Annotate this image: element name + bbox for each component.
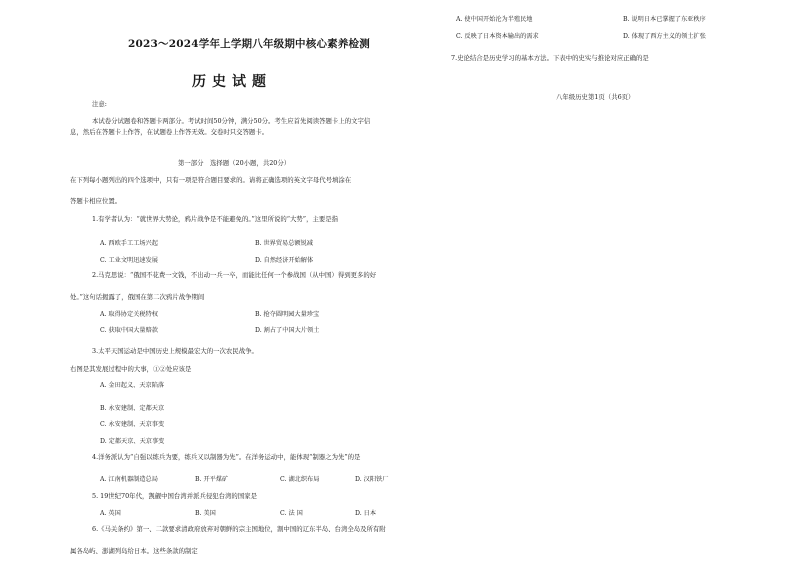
question-3-option-b: B. 永安建制、定都天京 xyxy=(100,405,165,412)
question-1-option-d: D. 自然经济开始解体 xyxy=(255,257,314,264)
notice-label: 注意: xyxy=(92,100,107,108)
question-5-option-d: D. 日本 xyxy=(355,510,377,517)
instruction-line-2: 答题卡相应位置。 xyxy=(70,197,122,205)
right-column xyxy=(448,0,788,565)
question-6-stem-line-1: 6.《马关条约》第一、二款要求清政府放弃对朝鲜的宗主国地位，割中国的辽东半岛、台湾全岛及所有附 xyxy=(92,525,386,533)
question-6-option-a: A. 使中国开始沦为半殖民地 xyxy=(456,16,533,23)
question-3-stem-line-2: 右图是其发展过程中的大事，①②处应该是 xyxy=(70,365,192,373)
question-1-option-c: C. 工业文明迅速发展 xyxy=(100,257,158,264)
question-2-stem-line-2: 处。”这句话揭露了，俄国在第二次鸦片战争期间 xyxy=(70,293,205,301)
question-2-option-a: A. 取得协定关税特权 xyxy=(100,311,158,318)
question-3-option-a: A. 金田起义、天京陷落 xyxy=(100,382,165,389)
question-2-stem-line-1: 2.马克思说：“俄国不花费一文钱，不出动一兵一卒，而能比任何一个参战国（从中国）得到更多的好 xyxy=(92,271,377,279)
question-5-stem: 5. 19世纪70年代，觊觎中国台湾并派兵侵犯台湾的国家是 xyxy=(92,492,257,500)
question-3-stem-line-1: 3.太平天国运动是中国历史上规模最宏大的一次农民战争。 xyxy=(92,347,258,355)
question-6-option-b: B. 说明日本已掌握了东亚秩序 xyxy=(623,16,706,23)
question-6-option-d: D. 体现了西方主义的领土扩张 xyxy=(623,33,706,40)
question-4-stem: 4.洋务派认为“自强以练兵为要，练兵又以制器为先”。在洋务运动中，能体现“制器之为先”的是 xyxy=(92,453,361,461)
question-2-option-c: C. 获取中国大量赔款 xyxy=(100,327,158,334)
subject-title: 历史试题 xyxy=(192,74,272,90)
notice-line-1: 本试卷分试题卷和答题卡两部分。考试时间50分钟，满分50分。考生应首先阅读答题卡上的文字信 xyxy=(92,117,371,125)
question-6-option-c: C. 反映了日本资本输出的需求 xyxy=(456,33,539,40)
question-2-option-b: B. 抢夺圆明园大量珍宝 xyxy=(255,311,320,318)
question-3-option-c: C. 永安建制、天京事变 xyxy=(100,421,165,428)
question-4-option-d: D. 汉阳铁厂 xyxy=(355,476,389,483)
question-1-stem: 1.有学者认为：“就世界大势论，鸦片战争是不能避免的。”这里所说的“大势”，主要是指 xyxy=(92,215,339,223)
question-7-stem: 7.史论结合是历史学习的基本方法。下表中的史实与推论对应正确的是 xyxy=(451,54,649,62)
exam-title: 2023～2024学年上学期八年级期中核心素养检测 xyxy=(128,38,370,50)
question-5-option-c: C. 法 国 xyxy=(280,510,303,517)
page-footer: 八年级历史第1页（共6页） xyxy=(556,93,635,101)
question-4-option-b: B. 开平煤矿 xyxy=(195,476,229,483)
question-4-option-a: A. 江南机器制造总局 xyxy=(100,476,158,483)
left-column xyxy=(70,0,420,565)
notice-line-2: 息，然后在答题卡上作答，在试题卷上作答无效。交卷时只交答题卡。 xyxy=(70,128,269,136)
question-5-option-b: B. 美国 xyxy=(195,510,216,517)
section-header: 第一部分 选择题（20小题，共20分） xyxy=(178,159,291,167)
question-2-option-d: D. 割占了中国大片领土 xyxy=(255,327,320,334)
question-5-option-a: A. 英国 xyxy=(100,510,121,517)
question-1-option-b: B. 世界贸易总额锐减 xyxy=(255,240,313,247)
question-1-option-a: A. 西欧手工工场兴起 xyxy=(100,240,158,247)
question-3-option-d: D. 定都天京、天京事变 xyxy=(100,438,165,445)
instruction-line-1: 在下列每小题列出的四个选项中，只有一项是符合题目要求的。请将正确选项的英文字母代号填涂在 xyxy=(70,176,352,184)
question-6-stem-line-2: 属各岛屿、澎湖列岛给日本。这些条款的制定 xyxy=(70,547,198,555)
question-4-option-c: C. 湖北织布局 xyxy=(280,476,320,483)
